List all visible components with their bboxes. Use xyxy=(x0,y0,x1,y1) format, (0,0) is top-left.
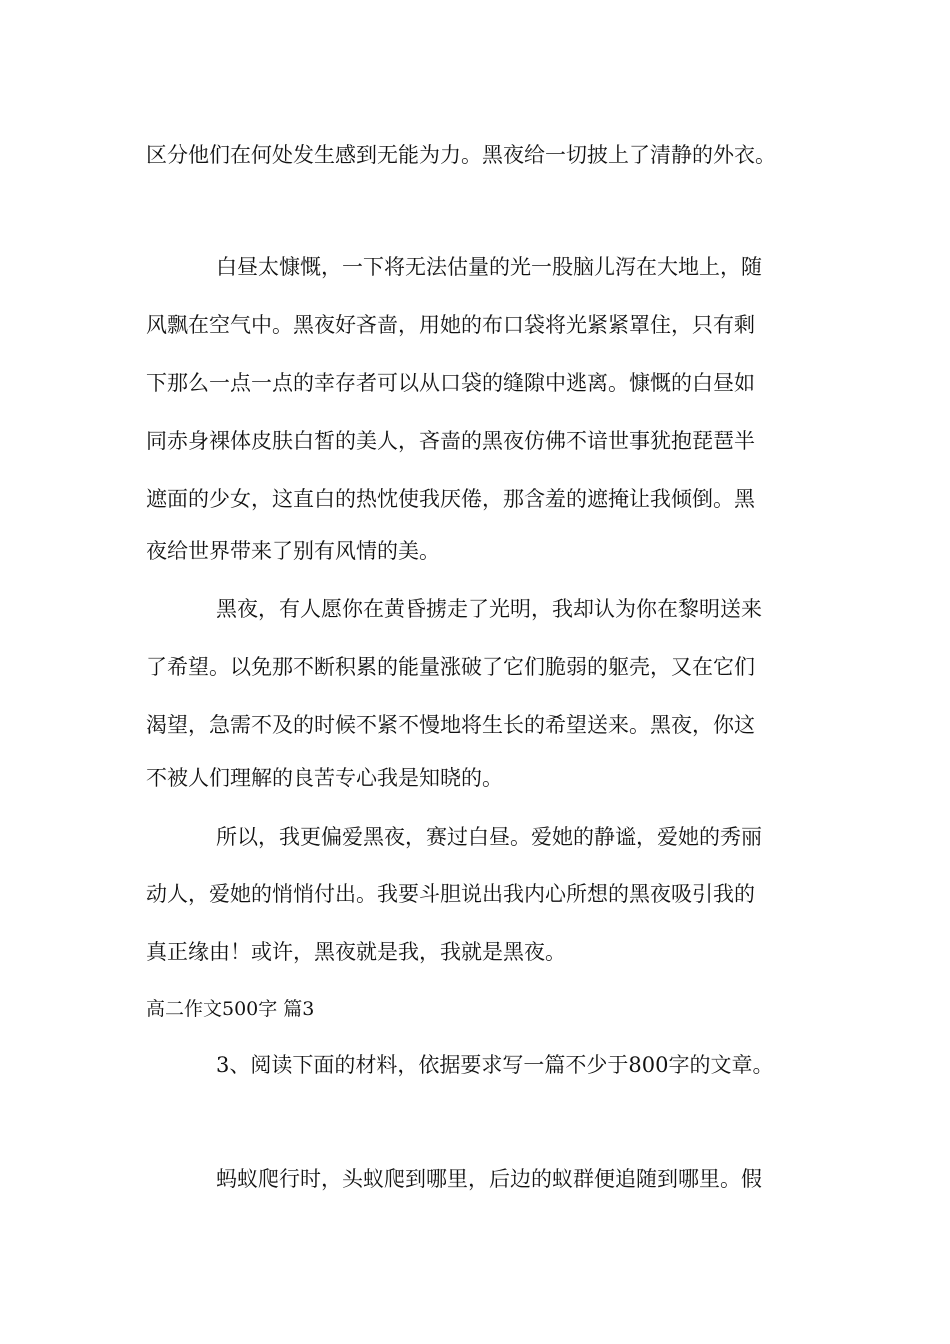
text-line: 风飘在空气中。黑夜好吝啬，用她的布口袋将光紧紧罩住，只有剩 xyxy=(146,313,755,337)
text-line: 了希望。以免那不断积累的能量涨破了它们脆弱的躯壳，又在它们 xyxy=(146,655,755,679)
paragraph-first-line: 3、阅读下面的材料，依据要求写一篇不少于800字的文章。 xyxy=(216,1053,774,1077)
text-line: 遮面的少女，这直白的热忱使我厌倦，那含羞的遮掩让我倾倒。黑 xyxy=(146,487,755,511)
text-line: 同赤身裸体皮肤白皙的美人，吝啬的黑夜仿佛不谙世事犹抱琵琶半 xyxy=(146,429,755,453)
text-line: 渴望，急需不及的时候不紧不慢地将生长的希望送来。黑夜，你这 xyxy=(146,713,755,737)
paragraph-first-line: 黑夜，有人愿你在黄昏掳走了光明，我却认为你在黎明送来 xyxy=(216,597,762,621)
paragraph-first-line: 白昼太慷慨，一下将无法估量的光一股脑儿泻在大地上，随 xyxy=(216,255,762,279)
text-line: 不被人们理解的良苦专心我是知晓的。 xyxy=(146,766,503,790)
text-line: 区分他们在何处发生感到无能为力。黑夜给一切披上了清静的外衣。 xyxy=(146,143,776,167)
text-line: 下那么一点一点的幸存者可以从口袋的缝隙中逃离。慷慨的白昼如 xyxy=(146,371,755,395)
paragraph-first-line: 所以，我更偏爱黑夜，赛过白昼。爱她的静谧，爱她的秀丽 xyxy=(216,825,762,849)
text-line: 动人，爱她的悄悄付出。我要斗胆说出我内心所想的黑夜吸引我的 xyxy=(146,882,755,906)
text-line: 真正缘由！或许，黑夜就是我，我就是黑夜。 xyxy=(146,940,566,964)
text-line: 夜给世界带来了别有风情的美。 xyxy=(146,539,440,563)
section-heading: 高二作文500字 篇3 xyxy=(146,998,315,1020)
paragraph-first-line: 蚂蚁爬行时，头蚁爬到哪里，后边的蚁群便追随到哪里。假 xyxy=(216,1167,762,1191)
